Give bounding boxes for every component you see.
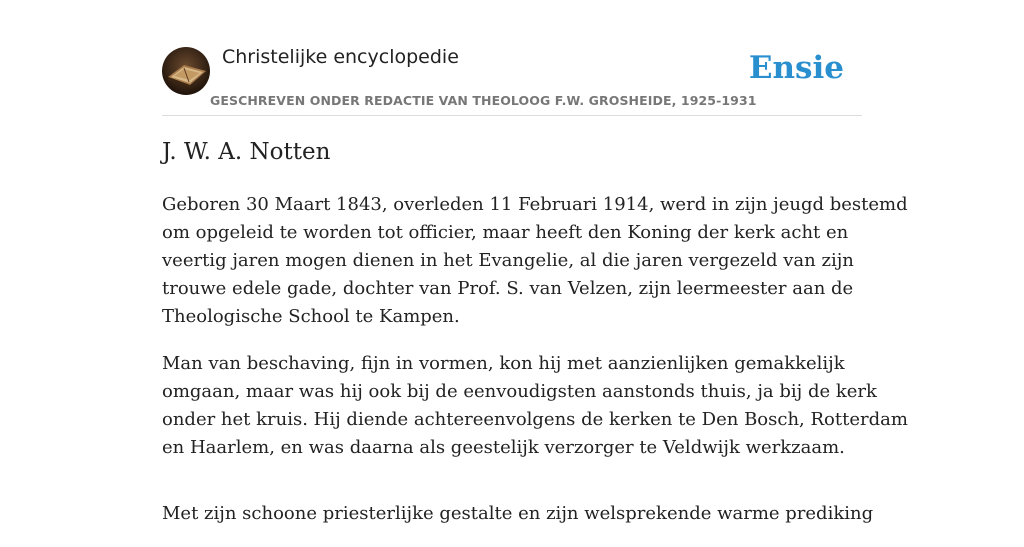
- text-line: om opgeleid te worden tot officier, maar heeft den Koning der kerk acht en: [162, 222, 849, 243]
- site-avatar[interactable]: [162, 47, 210, 95]
- article-paragraph: [162, 191, 908, 331]
- text-line: en Haarlem, en was daarna als geestelijk verzorger te Veldwijk werkzaam.: [162, 437, 845, 458]
- text-line: Theologische School te Kampen.: [162, 306, 460, 327]
- brand-logo-link[interactable]: Ensie: [748, 50, 844, 86]
- text-line: Geboren 30 Maart 1843, overleden 11 Februari 1914, werd in zijn jeugd bestemd: [162, 194, 908, 215]
- paragraph-spacer: [162, 481, 862, 500]
- text-line: omgaan, maar was hij ook bij de eenvoudigsten aanstonds thuis, ja bij de kerk: [162, 381, 877, 402]
- text-line: Met zijn schoone priesterlijke gestalte en zijn welsprekende warme prediking: [162, 503, 874, 524]
- text-line: onder het kruis. Hij diende achtereenvolgens de kerken te Den Bosch, Rotterdam: [162, 409, 908, 430]
- article-paragraph: [162, 350, 908, 462]
- site-name[interactable]: Christelijke encyclopedie: [222, 46, 459, 68]
- book-photo-icon: [162, 47, 210, 95]
- site-tagline: GESCHREVEN ONDER REDACTIE VAN THEOLOOG F.W. GROSHEIDE, 1925-1931: [210, 93, 757, 108]
- article-body: [162, 191, 908, 547]
- article-title: J. W. A. Notten: [162, 139, 331, 165]
- text-line: trouwe edele gade, dochter van Prof. S. van Velzen, zijn leermeester aan de: [162, 278, 854, 299]
- text-line: Man van beschaving, fijn in vormen, kon hij met aanzienlijken gemakkelijk: [162, 353, 845, 374]
- article-paragraph: [162, 500, 874, 528]
- text-line: veertig jaren mogen dienen in het Evangelie, al die jaren vergezeld van zijn: [162, 250, 854, 271]
- site-header: [162, 44, 862, 116]
